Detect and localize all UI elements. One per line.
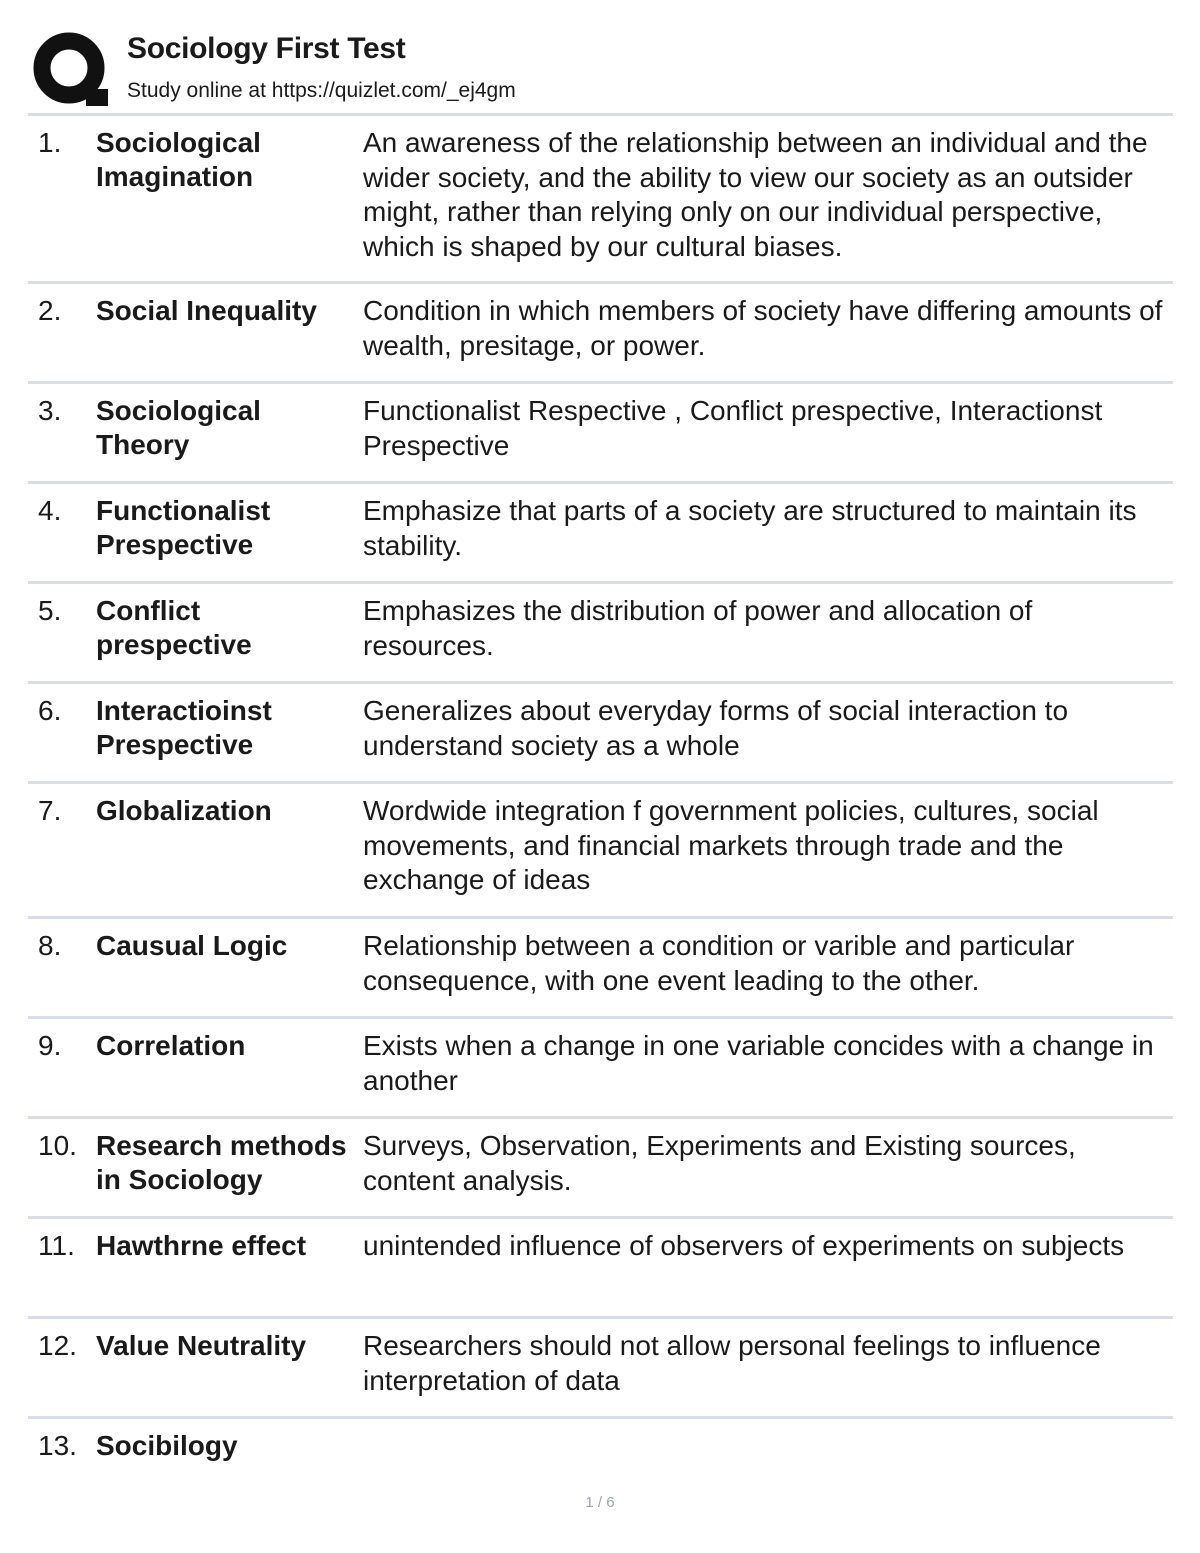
term-number: 10. (38, 1130, 77, 1161)
term-name: Globalization (96, 795, 272, 826)
quizlet-q-logo-icon (30, 30, 110, 108)
quizlet-url-link[interactable]: https://quizlet.com/_ej4gm (271, 79, 516, 102)
term-row-11 (28, 1219, 1173, 1319)
term-row-13 (28, 1419, 1173, 1479)
term-number: 13. (38, 1430, 77, 1461)
page-indicator: 1 / 6 (585, 1494, 615, 1511)
term-number: 8. (38, 930, 62, 961)
term-row-12 (28, 1319, 1173, 1419)
term-row-1 (28, 116, 1173, 284)
term-name: Correlation (96, 1030, 246, 1061)
term-row-5 (28, 584, 1173, 684)
term-number: 4. (38, 495, 62, 526)
term-name: Value Neutrality (96, 1330, 307, 1361)
term-definition: Exists when a change in one variable concides with a change in another (363, 1030, 1154, 1096)
study-online-line (127, 79, 516, 103)
term-name: Functionalist Prespective (96, 495, 271, 560)
term-name: Hawthrne effect (96, 1230, 307, 1261)
term-definition: Functionalist Respective , Conflict prespective, Interactionst Prespective (363, 395, 1103, 461)
page-title: Sociology First Test (127, 32, 406, 65)
term-number: 9. (38, 1030, 62, 1061)
term-name: Socibilogy (96, 1430, 238, 1461)
term-name: Interactioinst Prespective (96, 695, 272, 760)
term-row-2 (28, 284, 1173, 384)
term-definition: Wordwide integration f government policies, cultures, social movements, and financial markets through trade and the exchange of ideas (363, 795, 1099, 895)
term-name: Sociological Imagination (96, 127, 261, 192)
term-number: 7. (38, 795, 62, 826)
term-number: 11. (38, 1230, 75, 1261)
term-definition: Relationship between a condition or varible and particular consequence, with one event leading to the other. (363, 930, 1075, 996)
term-definition: unintended influence of observers of experiments on subjects (363, 1230, 1125, 1261)
term-row-10 (28, 1119, 1173, 1219)
page-header (28, 28, 1173, 112)
term-row-4 (28, 484, 1173, 584)
term-row-3 (28, 384, 1173, 484)
term-name: Research methods in Sociology (96, 1130, 347, 1195)
term-row-8 (28, 919, 1173, 1019)
term-number: 2. (38, 295, 62, 326)
term-definition: Condition in which members of society have differing amounts of wealth, presitage, or power. (363, 295, 1163, 361)
term-number: 1. (38, 127, 62, 158)
term-number: 12. (38, 1330, 77, 1361)
term-definition: Generalizes about everyday forms of social interaction to understand society as a whole (363, 695, 1069, 761)
term-definition: Emphasizes the distribution of power and allocation of resources. (363, 595, 1033, 661)
term-row-7 (28, 784, 1173, 919)
term-name: Sociological Theory (96, 395, 261, 460)
term-name: Causual Logic (96, 930, 288, 961)
terms-list (28, 116, 1173, 1479)
term-definition: Surveys, Observation, Experiments and Existing sources, content analysis. (363, 1130, 1076, 1196)
term-number: 3. (38, 395, 62, 426)
term-row-6 (28, 684, 1173, 784)
term-number: 5. (38, 595, 62, 626)
term-number: 6. (38, 695, 62, 726)
term-definition: Emphasize that parts of a society are structured to maintain its stability. (363, 495, 1137, 561)
term-name: Conflict prespective (96, 595, 252, 660)
term-definition: Researchers should not allow personal feelings to influence interpretation of data (363, 1330, 1101, 1396)
term-name: Social Inequality (96, 295, 317, 326)
term-row-9 (28, 1019, 1173, 1119)
study-online-label: Study online at (127, 79, 266, 102)
term-definition: An awareness of the relationship between an individual and the wider society, and the ability to view our society as an outsider might, rather than relying only on our individual perspective, which is shaped by our cultural biases. (363, 127, 1148, 262)
